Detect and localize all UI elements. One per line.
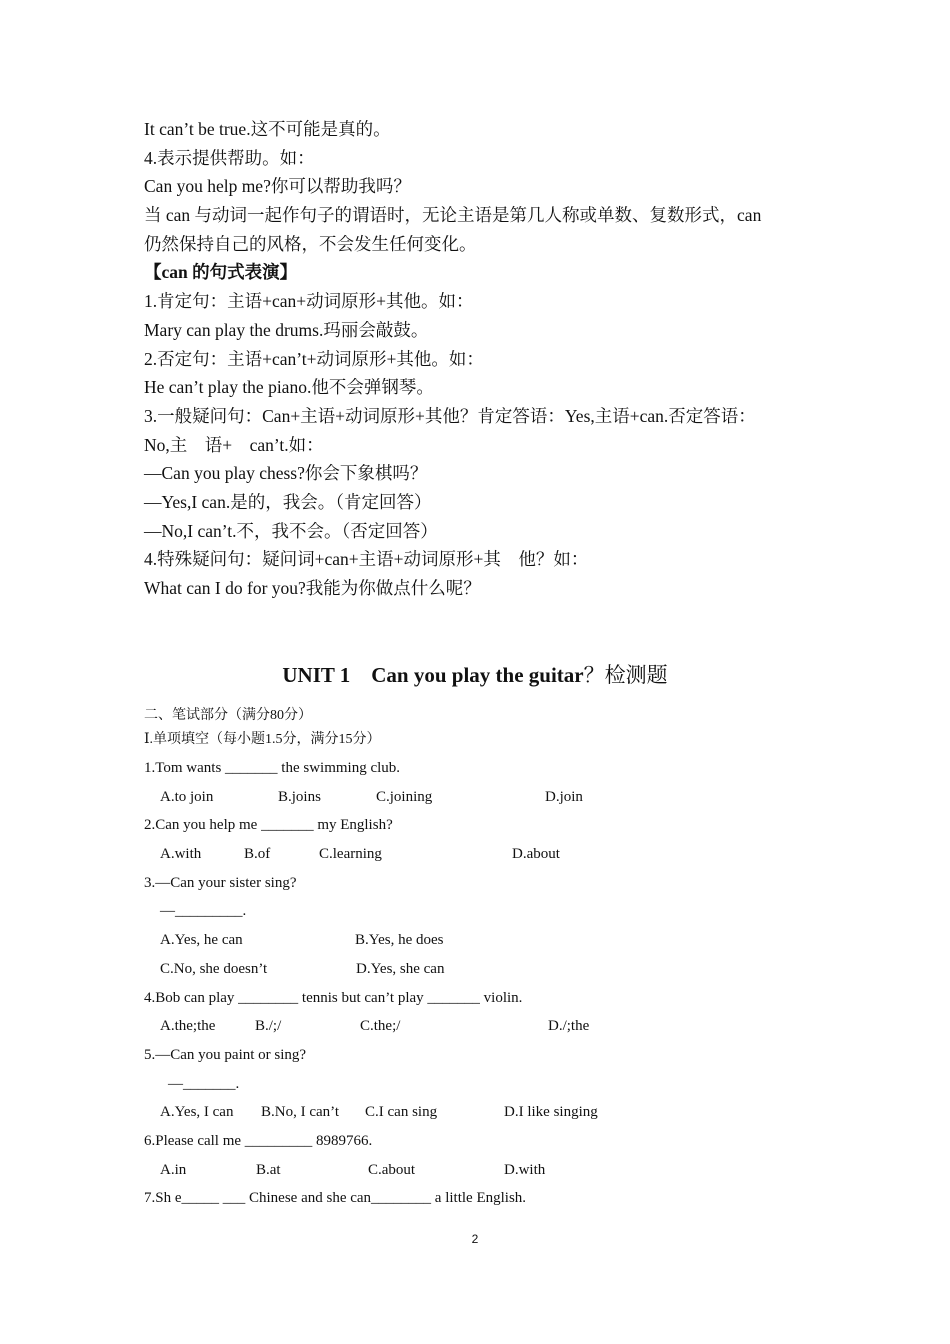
question-stem: 5.—Can you paint or sing?	[144, 1046, 307, 1063]
grammar-line: 当 can 与动词一起作句子的谓语时，无论主语是第几人称或单数、复数形式，can	[144, 205, 762, 226]
section-written-heading: 二、笔试部分（满分80分）	[144, 708, 312, 723]
grammar-line: 3.一般疑问句：Can+主语+动词原形+其他？肯定答语：Yes,主语+can.否定答语：	[144, 405, 756, 426]
question-stem: 7.Sh e_____ ___ Chinese and she can________ a little English.	[144, 1190, 527, 1207]
question-stem: 3.—Can your sister sing?	[144, 874, 297, 891]
grammar-line: 4.特殊疑问句：疑问词+can+主语+动词原形+其 他？如：	[144, 549, 589, 570]
question-options	[144, 955, 844, 984]
question-options	[144, 840, 844, 869]
question-options	[144, 1156, 844, 1185]
option-a: A.in	[160, 1161, 187, 1178]
question-options	[144, 1098, 844, 1127]
grammar-line: 2.否定句：主语+can’t+动词原形+其他。如：	[144, 348, 484, 369]
option-a: A.the;the	[160, 1018, 216, 1035]
question-stem: 4.Bob can play ________ tennis but can’t play _______ violin.	[144, 989, 523, 1006]
option-d: D.I like singing	[504, 1104, 598, 1121]
grammar-line: 仍然保持自己的风格，不会发生任何变化。	[144, 233, 477, 254]
option-a: A.Yes, I can	[160, 1104, 234, 1121]
question-stem: 6.Please call me _________ 8989766.	[144, 1132, 373, 1149]
question-options	[144, 926, 844, 955]
option-d: D.with	[504, 1161, 546, 1178]
answer-blank: —_________.	[160, 903, 247, 920]
option-b: B./;/	[255, 1018, 282, 1035]
grammar-line: —Can you play chess?你会下象棋吗？	[144, 463, 428, 484]
section-single-choice-heading: Ⅰ.单项填空（每小题1.5分，满分15分）	[144, 732, 381, 747]
title-main: UNIT 1 Can you play the guitar	[282, 663, 584, 687]
option-b: B.of	[244, 846, 271, 863]
option-c: C.about	[368, 1161, 416, 1178]
option-c: C.joining	[376, 788, 433, 805]
option-a: A.to join	[160, 788, 214, 805]
question-stem: 1.Tom wants _______ the swimming club.	[144, 760, 401, 776]
answer-blank: —_______.	[168, 1075, 240, 1092]
option-a: A.Yes, he can	[160, 932, 243, 949]
option-c: C.No, she doesn’t	[160, 960, 268, 977]
option-b: B.at	[256, 1161, 281, 1178]
option-c: C.the;/	[360, 1018, 401, 1035]
option-a: A.with	[160, 846, 202, 863]
grammar-line: What can I do for you?我能为你做点什么呢？	[144, 578, 481, 598]
grammar-notes	[144, 115, 824, 603]
page-title	[0, 660, 950, 690]
question-options	[144, 783, 844, 812]
option-c: C.I can sing	[365, 1104, 438, 1121]
page-number: 2	[471, 1232, 479, 1246]
grammar-line: 4.表示提供帮助。如：	[144, 147, 315, 168]
option-d: D.join	[545, 788, 583, 805]
option-b: B.No, I can’t	[261, 1104, 340, 1121]
question-stem: 2.Can you help me _______ my English?	[144, 817, 393, 834]
grammar-line: He can’t play the piano.他不会弹钢琴。	[144, 377, 434, 398]
option-d: D./;the	[548, 1018, 590, 1035]
grammar-line: —Yes,I can.是的，我会。（肯定回答）	[144, 491, 432, 512]
grammar-line: Can you help me?你可以帮助我吗？	[144, 176, 411, 197]
option-b: B.Yes, he does	[355, 932, 444, 949]
grammar-line: —No,I can’t.不，我不会。（否定回答）	[144, 520, 438, 541]
option-c: C.learning	[319, 846, 382, 863]
exercise-list	[144, 754, 844, 1213]
title-suffix: ？检测题	[583, 663, 668, 687]
option-d: D.about	[512, 846, 560, 863]
grammar-line: Mary can play the drums.玛丽会敲鼓。	[144, 319, 429, 340]
grammar-heading: 【can 的句式表演】	[144, 262, 298, 283]
option-b: B.joins	[278, 788, 321, 805]
option-d: D.Yes, she can	[356, 960, 445, 977]
grammar-line: 1.肯定句：主语+can+动词原形+其他。如：	[144, 291, 474, 312]
question-options	[144, 1012, 844, 1041]
grammar-line: It can’t be true.这不可能是真的。	[144, 119, 391, 139]
grammar-line: No,主 语+ can’t.如：	[144, 434, 324, 455]
